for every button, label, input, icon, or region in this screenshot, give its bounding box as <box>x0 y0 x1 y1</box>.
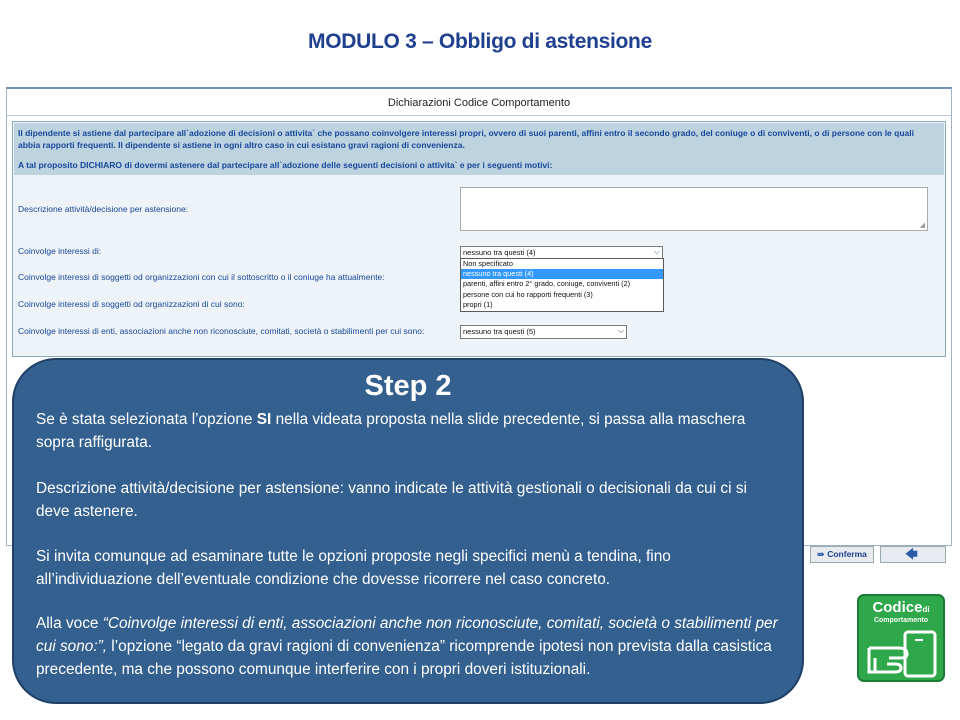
logo-subtitle: Comportamento <box>873 617 929 624</box>
p1-bold: SI <box>256 411 272 428</box>
descrizione-label: Descrizione attività/decisione per astensione: <box>18 204 189 214</box>
dropdown-option[interactable]: propri (1) <box>463 299 493 309</box>
confirm-button[interactable] <box>810 546 874 563</box>
slide-title: MODULO 3 – Obbligo di astensione <box>308 30 652 53</box>
dropdown-option-selected[interactable]: nessuno tra questi (4) <box>461 269 663 279</box>
back-button[interactable] <box>880 546 946 563</box>
declaration-text: A tal proposito DICHIARO di dovermi astenere dal partecipare all`adozione delle seguenti decisioni o attivita` e per i seguenti motivi: <box>18 160 553 170</box>
intro-text: Il dipendente si astiene dal partecipare all`adozione di decisioni o attivita` che possano coinvolgere interessi propri, ovvero di suoi parenti, affini entro il secondo grado, del coniuge o di conviventi, o di persone con le quali abbia rapporti frequenti. Il dipendente si astiene in ogni altro caso in cui esistano gravi ragioni di convenienza. <box>18 128 914 150</box>
chevron-down-icon[interactable]: ⌵ <box>617 326 624 335</box>
confirm-icon: ⇛ <box>817 549 825 559</box>
dropdown-option[interactable]: parenti, affini entro 2° grado, coniuge, conviventi (2) <box>463 279 631 289</box>
resize-grip-icon[interactable]: ◢ <box>919 222 925 229</box>
callout-paragraph-3: Si invita comunque ad esaminare tutte le opzioni proposte negli specifici menù a tendina, fino all’individuazione dell’eventuale condizione che dovesse ricorrere nel caso concreto. <box>36 548 671 588</box>
step-title: Step 2 <box>364 370 452 402</box>
p1-text-b: nella videata proposta nella slide precedente, si passa alla maschera sopra raffigurata. <box>36 411 746 451</box>
callout-paragraph-2: Descrizione attività/decisione per astensione: vanno indicate le attività gestionali o decisionali da cui ci si deve astenere. <box>36 480 747 520</box>
coinvolge-dropdown-list[interactable] <box>460 258 664 312</box>
p4-text-a: Alla voce <box>36 615 103 632</box>
descrizione-textarea[interactable] <box>460 187 928 231</box>
back-arrow-icon: 🡄 <box>905 547 918 561</box>
p1-text-a: Se è stata selezionata l’opzione <box>36 411 257 428</box>
logo-title: Codicedi <box>872 599 930 616</box>
soggetti-label: Coinvolge interessi di soggetti od organizzazioni con cui il sottoscritto o il coniuge ha attualmente: <box>18 272 385 282</box>
p4-text-b: l’opzione “legato da gravi ragioni di convenienza” ricomprende ipotesi non prevista dalla casistica precedente, ma che possono comunque interferire con i propri doveri istituzionali. <box>36 638 772 678</box>
callout-paragraph-4 <box>36 612 784 681</box>
dropdown-option[interactable]: Non specificato <box>463 259 513 268</box>
coinvolge-select-value: nessuno tra questi (4) <box>463 248 536 257</box>
confirm-label: Conferma <box>827 549 867 559</box>
coinvolge-label: Coinvolge interessi di: <box>18 246 102 256</box>
declaration-panel <box>12 121 946 357</box>
codice-comportamento-logo <box>857 594 945 682</box>
enti-label: Coinvolge interessi di enti, associazioni anche non riconosciute, comitati, società o stabilimenti per cui sono: <box>18 326 425 336</box>
p4-italic: “Coinvolge interessi di enti, associazioni anche non riconosciute, comitati, società o stabilimenti per cui sono:”, <box>36 615 778 655</box>
enti-select[interactable] <box>460 325 627 339</box>
step-callout <box>12 358 804 704</box>
soggetti2-label: Coinvolge interessi di soggetti od organizzazioni di cui sono: <box>18 299 245 309</box>
chevron-down-icon[interactable]: ⌵ <box>653 247 660 256</box>
enti-select-value: nessuno tra questi (5) <box>463 327 536 336</box>
form-header: Dichiarazioni Codice Comportamento <box>387 97 571 109</box>
hand-document-icon <box>865 628 941 680</box>
callout-paragraph-1 <box>36 408 784 454</box>
dropdown-option[interactable]: persone con cui ho rapporti frequenti (3) <box>463 289 593 299</box>
header-divider <box>7 115 951 116</box>
